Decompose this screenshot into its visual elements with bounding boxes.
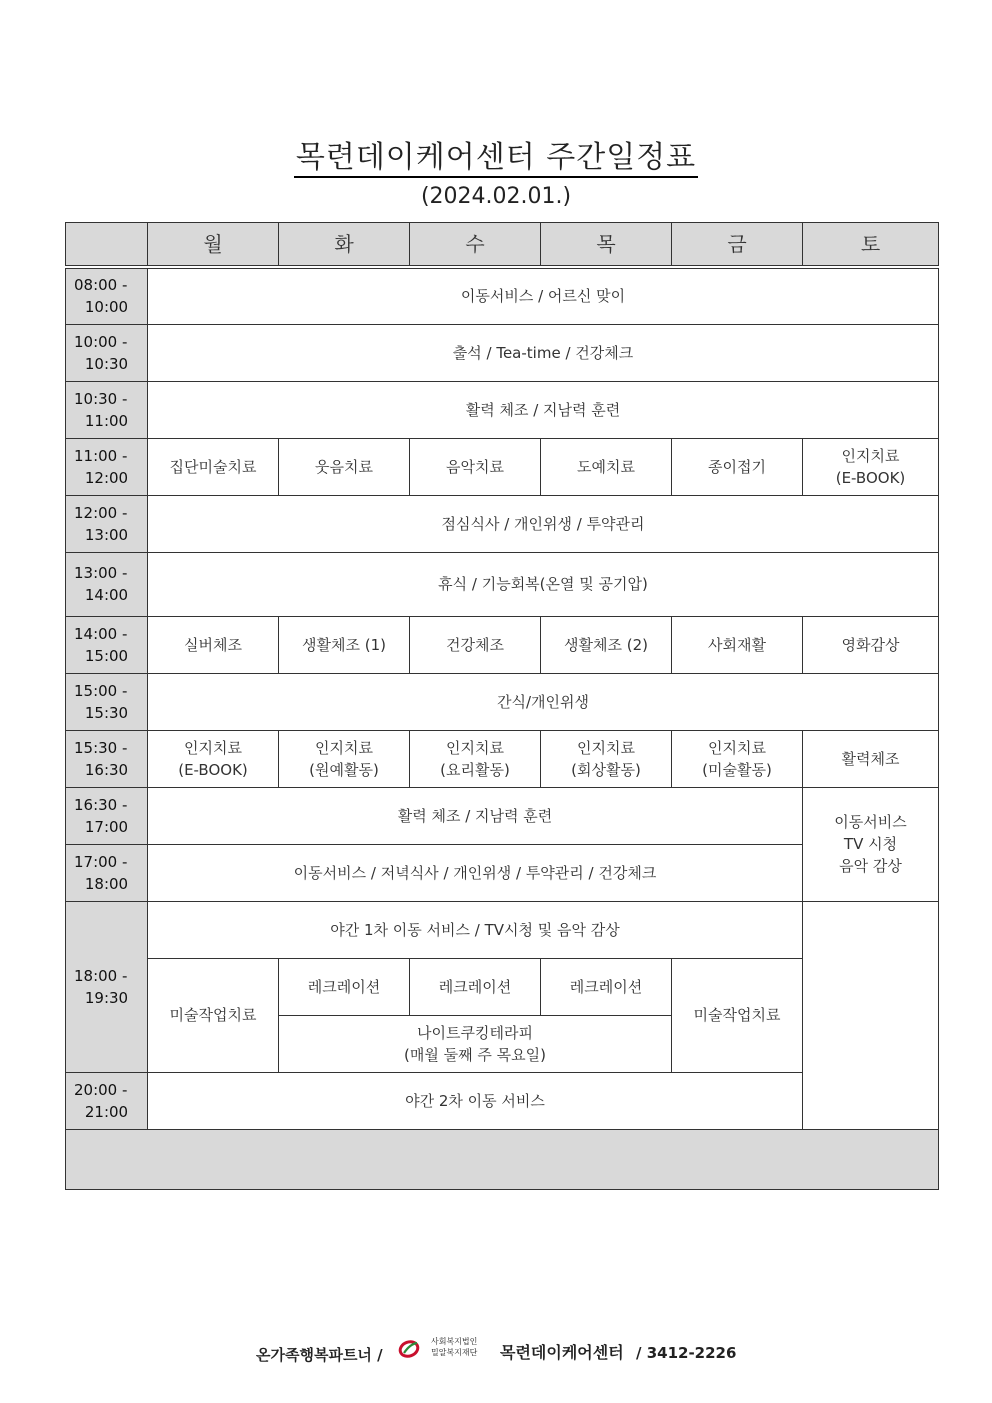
activity-cell: 레크레이션 bbox=[541, 958, 672, 1015]
activity-cell: 인지치료 (E-BOOK) bbox=[803, 438, 939, 495]
activity-cell: 인지치료 (원예활동) bbox=[279, 730, 410, 787]
phone-number: / 3412-2226 bbox=[636, 1344, 737, 1362]
activity-cell: 인지치료 (미술활동) bbox=[672, 730, 803, 787]
table-row bbox=[66, 730, 939, 787]
weekly-schedule-table bbox=[65, 222, 939, 1190]
activity-cell: 인지치료 (회상활동) bbox=[541, 730, 672, 787]
time-cell: 13:00 - 14:00 bbox=[66, 552, 148, 616]
activity-cell: 이동서비스 / 어르신 맞이 bbox=[148, 267, 939, 324]
activity-cell: 인지치료 (E-BOOK) bbox=[148, 730, 279, 787]
table-row bbox=[66, 324, 939, 381]
activity-cell: 야간 1차 이동 서비스 / TV시청 및 음악 감상 bbox=[148, 901, 803, 958]
partner-text: 온가족행복파트너 / bbox=[256, 1346, 383, 1364]
activity-cell: 사회재활 bbox=[672, 616, 803, 673]
time-cell: 14:00 - 15:00 bbox=[66, 616, 148, 673]
time-cell: 15:30 - 16:30 bbox=[66, 730, 148, 787]
footer-row bbox=[66, 1129, 939, 1189]
activity-cell: 휴식 / 기능회복(온열 및 공기압) bbox=[148, 552, 939, 616]
activity-cell: 영화감상 bbox=[803, 616, 939, 673]
table-row bbox=[66, 267, 939, 324]
table-row bbox=[66, 438, 939, 495]
time-cell: 08:00 - 10:00 bbox=[66, 267, 148, 324]
activity-cell: 이동서비스 TV 시청 음악 감상 bbox=[803, 787, 939, 901]
page-title: 목련데이케어센터 주간일정표 bbox=[0, 138, 992, 178]
day-header-mon: 월 bbox=[148, 223, 279, 268]
activity-cell: 인지치료 (요리활동) bbox=[410, 730, 541, 787]
day-header-wed: 수 bbox=[410, 223, 541, 268]
table-row bbox=[66, 901, 939, 958]
activity-cell: 건강체조 bbox=[410, 616, 541, 673]
day-header-thu: 목 bbox=[541, 223, 672, 268]
day-header-tue: 화 bbox=[279, 223, 410, 268]
time-cell: 12:00 - 13:00 bbox=[66, 495, 148, 552]
page-footer bbox=[0, 1336, 992, 1370]
activity-cell: 이동서비스 / 저녁식사 / 개인위생 / 투약관리 / 건강체크 bbox=[148, 844, 803, 901]
activity-cell: 생활체조 (1) bbox=[279, 616, 410, 673]
time-cell: 15:00 - 15:30 bbox=[66, 673, 148, 730]
time-cell: 18:00 - 19:30 bbox=[66, 901, 148, 1072]
footer-gray-cell bbox=[66, 1129, 939, 1189]
foundation-logo-icon bbox=[398, 1340, 420, 1358]
activity-cell: 음악치료 bbox=[410, 438, 541, 495]
corner-cell bbox=[66, 223, 148, 268]
time-cell: 10:00 - 10:30 bbox=[66, 324, 148, 381]
time-cell: 20:00 - 21:00 bbox=[66, 1072, 148, 1129]
activity-cell: 활력체조 bbox=[803, 730, 939, 787]
table-row bbox=[66, 673, 939, 730]
activity-cell: 생활체조 (2) bbox=[541, 616, 672, 673]
activity-cell: 활력 체조 / 지남력 훈련 bbox=[148, 787, 803, 844]
activity-cell: 야간 2차 이동 서비스 bbox=[148, 1072, 803, 1129]
activity-cell: 레크레이션 bbox=[410, 958, 541, 1015]
empty-cell bbox=[803, 901, 939, 1129]
activity-cell: 활력 체조 / 지남력 훈련 bbox=[148, 381, 939, 438]
table-row bbox=[66, 787, 939, 844]
day-header-fri: 금 bbox=[672, 223, 803, 268]
activity-cell: 종이접기 bbox=[672, 438, 803, 495]
activity-cell: 미술작업치료 bbox=[672, 958, 803, 1072]
activity-cell: 도예치료 bbox=[541, 438, 672, 495]
day-header-sat: 토 bbox=[803, 223, 939, 268]
activity-cell: 점심식사 / 개인위생 / 투약관리 bbox=[148, 495, 939, 552]
table-row bbox=[66, 552, 939, 616]
activity-cell: 레크레이션 bbox=[279, 958, 410, 1015]
table-row bbox=[66, 616, 939, 673]
header-row bbox=[66, 223, 939, 268]
table-row bbox=[66, 495, 939, 552]
time-cell: 16:30 - 17:00 bbox=[66, 787, 148, 844]
activity-cell: 미술작업치료 bbox=[148, 958, 279, 1072]
time-cell: 10:30 - 11:00 bbox=[66, 381, 148, 438]
activity-cell: 간식/개인위생 bbox=[148, 673, 939, 730]
center-name: 목련데이케어센터 bbox=[500, 1343, 624, 1362]
activity-cell: 실버체조 bbox=[148, 616, 279, 673]
activity-cell: 나이트쿠킹테라피 (매월 둘째 주 목요일) bbox=[279, 1015, 672, 1072]
time-cell: 11:00 - 12:00 bbox=[66, 438, 148, 495]
activity-cell: 집단미술치료 bbox=[148, 438, 279, 495]
activity-cell: 웃음치료 bbox=[279, 438, 410, 495]
activity-cell: 출석 / Tea-time / 건강체크 bbox=[148, 324, 939, 381]
time-cell: 17:00 - 18:00 bbox=[66, 844, 148, 901]
table-row bbox=[66, 381, 939, 438]
schedule-date: (2024.02.01.) bbox=[420, 184, 572, 209]
foundation-name: 사회복지법인 밀알복지재단 bbox=[431, 1337, 478, 1357]
